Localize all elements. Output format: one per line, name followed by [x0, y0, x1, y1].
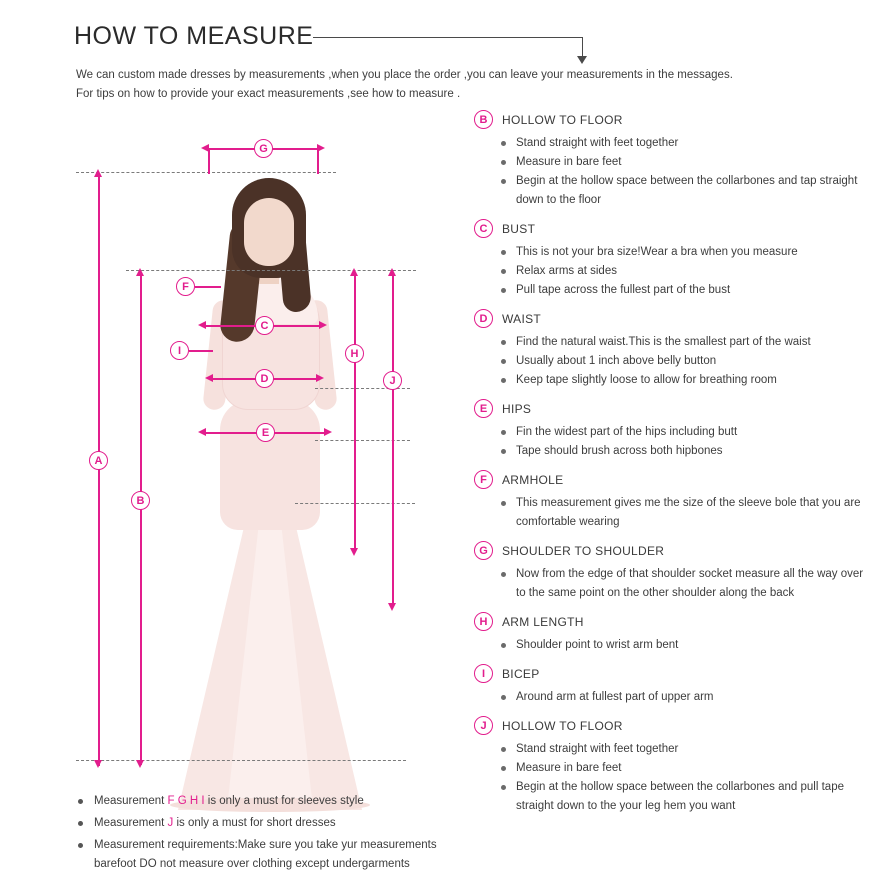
section-waist: [474, 309, 874, 390]
badge-d-label: D: [474, 309, 493, 328]
section-header: [474, 716, 874, 738]
arrow-a-down-icon: [94, 760, 102, 768]
list-item-text: Around arm at fullest part of upper arm: [516, 691, 714, 703]
list-item: [474, 759, 874, 778]
badge-f: F: [176, 277, 195, 296]
section-header: [474, 309, 874, 331]
bullet-icon: [501, 141, 506, 146]
section-title: BUST: [502, 222, 536, 236]
bullet-icon: [501, 378, 506, 383]
footnote-item: [76, 836, 476, 874]
section-shoulder-to-shoulder: [474, 541, 874, 603]
dress-hip: [220, 400, 320, 530]
section-bicep: [474, 664, 874, 707]
bullet-icon: [501, 160, 506, 165]
section-hollow-to-floor-j: [474, 716, 874, 816]
footnote-highlight: J: [167, 817, 174, 829]
list-item-text: Pull tape across the fullest part of the bust: [516, 284, 731, 296]
list-item: [474, 442, 874, 461]
footnote-pre: Measurement requirements:Make sure you take yur measurements barefoot DO not measure over clothing except undergarments: [94, 839, 437, 870]
bullet-icon: [78, 821, 83, 826]
model-face: [244, 198, 294, 266]
bullet-icon: [501, 179, 506, 184]
list-item-text: Begin at the hollow space between the collarbones and tap straight down to the floor: [516, 175, 858, 206]
footnote-item: [76, 792, 476, 811]
badge-e: E: [256, 423, 275, 442]
section-bust: [474, 219, 874, 300]
section-header: [474, 110, 874, 132]
bullet-icon: [78, 843, 83, 848]
bullet-icon: [501, 747, 506, 752]
footnote-pre: Measurement: [94, 795, 168, 807]
section-items: [474, 134, 874, 210]
badge-i: I: [170, 341, 189, 360]
footnote-highlight: F G H I: [167, 795, 205, 807]
section-title: ARM LENGTH: [502, 615, 584, 629]
title-arrow-icon: [577, 56, 587, 64]
title-rule: [313, 37, 583, 38]
section-items: [474, 243, 874, 300]
measurement-diagram: [60, 110, 480, 780]
bullet-icon: [501, 766, 506, 771]
section-items: [474, 565, 874, 603]
badge-b: B: [131, 491, 150, 510]
section-items: [474, 688, 874, 707]
line-armhole: [195, 286, 221, 288]
list-item-text: Usually about 1 inch above belly button: [516, 355, 717, 367]
arrow-b-up-icon: [136, 268, 144, 276]
line-bicep: [189, 350, 213, 352]
line-hollow-to-hem: [392, 275, 394, 605]
line-arm-length: [354, 275, 356, 550]
arrow-h-down-icon: [350, 548, 358, 556]
bullet-icon: [501, 359, 506, 364]
dress-illustration: [170, 150, 420, 800]
list-item: [474, 172, 874, 210]
section-items: [474, 494, 874, 532]
bullet-icon: [501, 269, 506, 274]
bullet-icon: [501, 572, 506, 577]
list-item-text: This measurement gives me the size of the sleeve bole that you are comfortable wearing: [516, 497, 861, 528]
list-item-text: Stand straight with feet together: [516, 743, 679, 755]
guide-line-hip: [315, 440, 410, 441]
page-title: HOW TO MEASURE: [74, 22, 314, 50]
guide-line-floor: [76, 760, 406, 761]
guide-line-top: [76, 172, 336, 173]
section-items: [474, 636, 874, 655]
measurement-instructions: [474, 110, 874, 825]
section-title: BICEP: [502, 667, 540, 681]
bullet-icon: [501, 430, 506, 435]
badge-d: D: [255, 369, 274, 388]
list-item: [474, 636, 874, 655]
arrow-d-right-icon: [316, 374, 324, 382]
badge-g-label: G: [474, 541, 493, 560]
arrow-b-down-icon: [136, 760, 144, 768]
section-title: HOLLOW TO FLOOR: [502, 113, 623, 127]
section-title: HIPS: [502, 402, 532, 416]
list-item-text: Tape should brush across both hipbones: [516, 445, 723, 457]
section-header: [474, 664, 874, 686]
list-item-text: Relax arms at sides: [516, 265, 617, 277]
bullet-icon: [501, 501, 506, 506]
list-item-text: Find the natural waist.This is the smallest part of the waist: [516, 336, 811, 348]
section-header: [474, 541, 874, 563]
list-item: [474, 262, 874, 281]
section-arm-length: [474, 612, 874, 655]
section-items: [474, 423, 874, 461]
bullet-icon: [501, 340, 506, 345]
footnote-pre: Measurement: [94, 817, 168, 829]
badge-e-label: E: [474, 399, 493, 418]
footnote-item: [76, 814, 476, 833]
section-items: [474, 740, 874, 816]
intro-line-1: We can custom made dresses by measurements ,when you place the order ,you can leave your measurements in the messages.: [76, 69, 733, 81]
list-item: [474, 243, 874, 262]
badge-c: C: [255, 316, 274, 335]
list-item-text: This is not your bra size!Wear a bra when you measure: [516, 246, 798, 258]
bullet-icon: [501, 643, 506, 648]
badge-h: H: [345, 344, 364, 363]
section-title: WAIST: [502, 312, 542, 326]
list-item: [474, 333, 874, 352]
arrow-h-up-icon: [350, 268, 358, 276]
section-title: HOLLOW TO FLOOR: [502, 719, 623, 733]
badge-j-label: J: [474, 716, 493, 735]
list-item: [474, 494, 874, 532]
section-items: [474, 333, 874, 390]
badge-b-label: B: [474, 110, 493, 129]
list-item: [474, 688, 874, 707]
arrow-e-left-icon: [198, 428, 206, 436]
intro-line-2: For tips on how to provide your exact measurements ,see how to measure .: [76, 88, 461, 100]
arrow-c-right-icon: [319, 321, 327, 329]
section-hollow-to-floor-b: [474, 110, 874, 210]
section-header: [474, 399, 874, 421]
arrow-j-down-icon: [388, 603, 396, 611]
list-item: [474, 153, 874, 172]
list-item: [474, 778, 874, 816]
badge-g: G: [254, 139, 273, 158]
list-item: [474, 565, 874, 603]
footnote-post: is only a must for sleeves style: [204, 795, 364, 807]
bullet-icon: [501, 449, 506, 454]
guide-line-shoulder: [126, 270, 416, 271]
bullet-icon: [501, 695, 506, 700]
line-g-tick-left: [208, 148, 210, 174]
section-header: [474, 470, 874, 492]
bullet-icon: [501, 785, 506, 790]
list-item-text: Stand straight with feet together: [516, 137, 679, 149]
list-item-text: Begin at the hollow space between the collarbones and pull tape straight down to the your leg hem you want: [516, 781, 844, 812]
badge-i-label: I: [474, 664, 493, 683]
list-item: [474, 281, 874, 300]
list-item-text: Fin the widest part of the hips including butt: [516, 426, 738, 438]
bullet-icon: [78, 799, 83, 804]
bullet-icon: [501, 288, 506, 293]
list-item-text: Keep tape slightly loose to allow for breathing room: [516, 374, 777, 386]
arrow-d-left-icon: [205, 374, 213, 382]
list-item-text: Shoulder point to wrist arm bent: [516, 639, 679, 651]
arrow-c-left-icon: [198, 321, 206, 329]
list-item: [474, 423, 874, 442]
badge-j: J: [383, 371, 402, 390]
line-hollow-to-floor: [140, 275, 142, 765]
line-full-height: [98, 176, 100, 766]
badge-c-label: C: [474, 219, 493, 238]
list-item: [474, 740, 874, 759]
bullet-icon: [501, 250, 506, 255]
list-item: [474, 134, 874, 153]
section-title: ARMHOLE: [502, 473, 564, 487]
badge-a: A: [89, 451, 108, 470]
list-item: [474, 352, 874, 371]
section-header: [474, 219, 874, 241]
footnotes: [76, 792, 476, 877]
list-item-text: Measure in bare feet: [516, 762, 622, 774]
badge-f-label: F: [474, 470, 493, 489]
intro-text: [76, 66, 776, 104]
arrow-j-up-icon: [388, 268, 396, 276]
list-item-text: Now from the edge of that shoulder socket measure all the way over to the same point on the other shoulder along the back: [516, 568, 864, 599]
arrow-a-up-icon: [94, 169, 102, 177]
section-header: [474, 612, 874, 634]
section-armhole: [474, 470, 874, 532]
footnote-post: is only a must for short dresses: [173, 817, 336, 829]
badge-h-label: H: [474, 612, 493, 631]
list-item: [474, 371, 874, 390]
arrow-e-right-icon: [324, 428, 332, 436]
list-item-text: Measure in bare feet: [516, 156, 622, 168]
section-hips: [474, 399, 874, 461]
section-title: SHOULDER TO SHOULDER: [502, 544, 665, 558]
line-g-tick-right: [317, 148, 319, 174]
